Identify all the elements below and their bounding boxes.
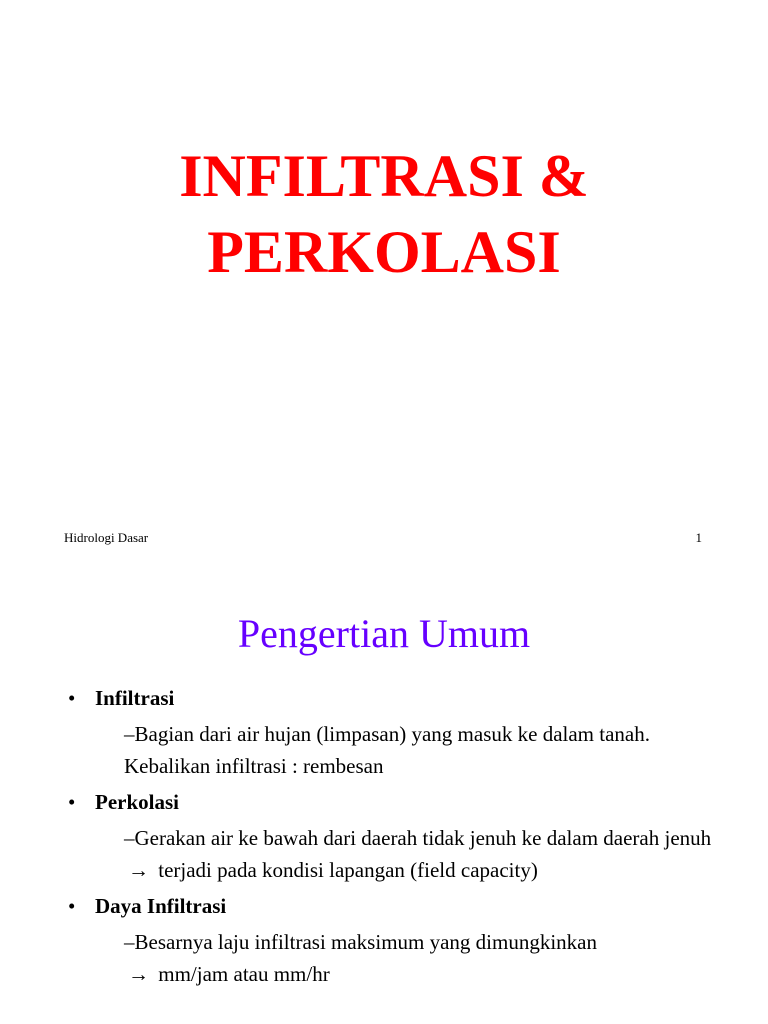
bullet-heading: Daya Infiltrasi <box>95 894 227 918</box>
bullet-heading: Infiltrasi <box>95 686 175 710</box>
slide-subtitle: Pengertian Umum <box>237 611 531 656</box>
arrow-right-icon: → <box>128 962 149 986</box>
bullet-list <box>68 684 718 996</box>
sub-item-daya-infiltrasi <box>124 926 718 990</box>
bullet-mark: • <box>68 894 76 918</box>
slide-title-heading <box>0 138 768 290</box>
title-line-2: PERKOLASI <box>207 219 561 285</box>
sub-item-perkolasi <box>124 822 718 886</box>
title-line-1: INFILTRASI & <box>179 143 589 209</box>
bullet-mark: • <box>68 686 76 710</box>
footer-course-name: Hidrologi Dasar <box>64 530 149 545</box>
bullet-item-daya-infiltrasi <box>68 892 718 920</box>
bullet-item-infiltrasi <box>68 684 718 712</box>
bullet-mark: • <box>68 790 76 814</box>
arrow-right-icon: → <box>128 858 149 882</box>
bullet-heading: Perkolasi <box>95 790 179 814</box>
sub-text-before: –Gerakan air ke bawah dari daerah tidak jenuh ke dalam daerah jenuh <box>124 826 712 850</box>
sub-text-after: terjadi pada kondisi lapangan (field capacity) <box>158 858 538 882</box>
bullet-item-perkolasi <box>68 788 718 816</box>
sub-text-after: mm/jam atau mm/hr <box>158 962 330 986</box>
sub-text: –Besarnya laju infiltrasi maksimum yang dimungkinkan <box>124 930 598 954</box>
slide-content <box>0 560 768 1024</box>
sub-item-infiltrasi: –Bagian dari air hujan (limpasan) yang masuk ke dalam tanah. Kebalikan infiltrasi : rembesan <box>124 722 650 778</box>
page-number: 1 <box>695 530 702 545</box>
